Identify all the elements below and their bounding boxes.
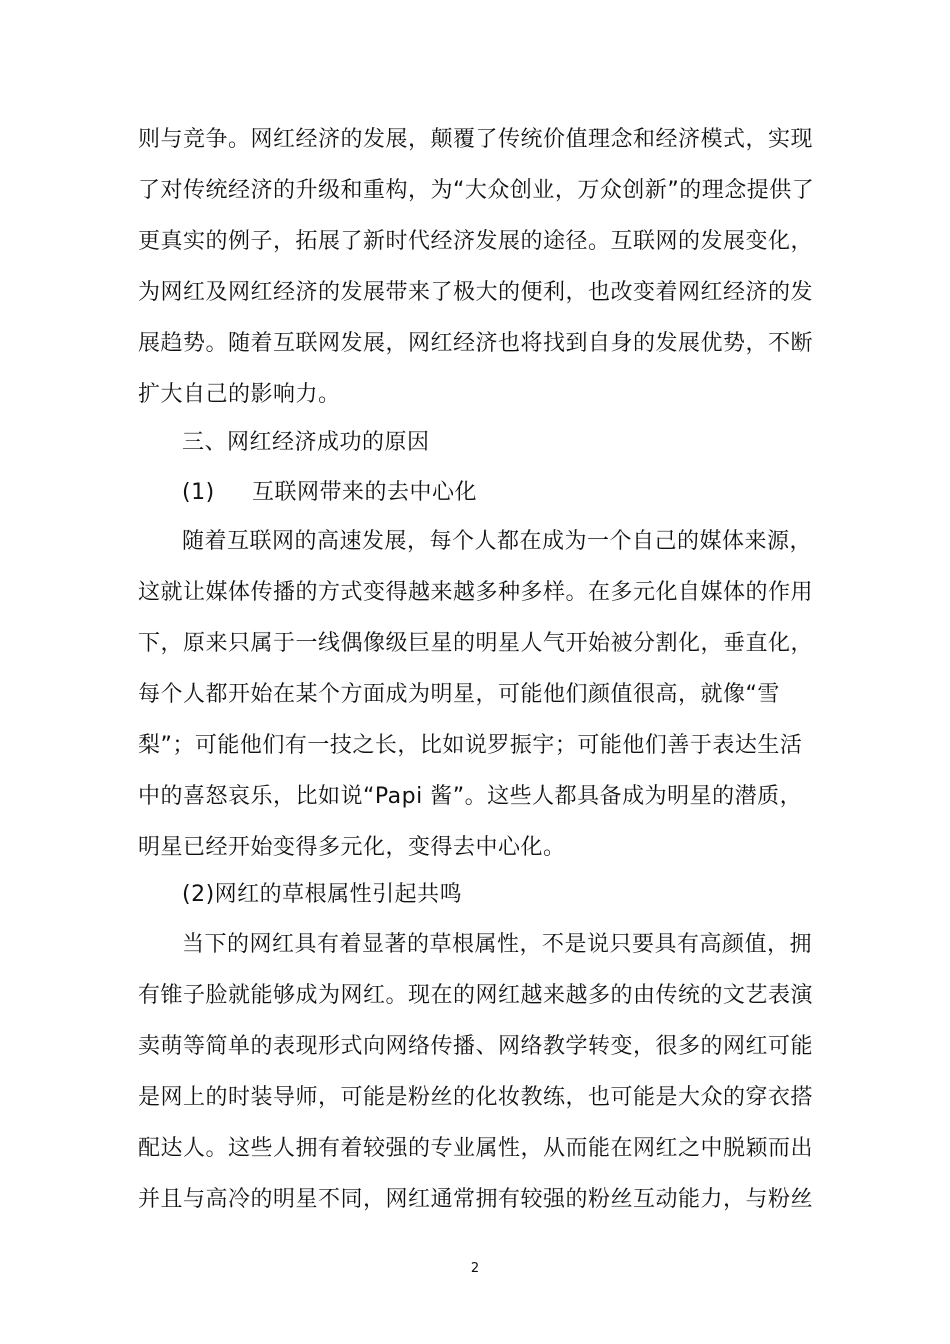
paragraph-line: 是网上的时装导师，可能是粉丝的化妆教练，也可能是大众的穿衣搭 xyxy=(138,1085,814,1110)
subheading-title: 互联网带来的去中心化 xyxy=(252,480,478,505)
paragraph-line: 明星已经开始变得多元化，变得去中心化。 xyxy=(138,835,566,860)
subheading-number: (1) xyxy=(182,480,215,505)
paragraph-line: 梨”；可能他们有一技之长，比如说罗振宇；可能他们善于表达生活 xyxy=(138,733,803,758)
paragraph-line: 有锥子脸就能够成为网红。现在的网红越来越多的由传统的文艺表演 xyxy=(138,983,814,1008)
paragraph-line: 并且与高冷的明星不同，网红通常拥有较强的粉丝互动能力，与粉丝 xyxy=(138,1187,814,1212)
paragraph-line: 卖萌等简单的表现形式向网络传播、网络教学转变，很多的网红可能 xyxy=(138,1034,814,1059)
paragraph-line: 了对传统经济的升级和重构，为“大众创业，万众创新”的理念提供了 xyxy=(138,178,815,203)
paragraph-line: 展趋势。随着互联网发展，网红经济也将找到自身的发展优势，不断 xyxy=(138,331,814,356)
page-number: 2 xyxy=(470,1261,480,1276)
section-heading: 三、网红经济成功的原因 xyxy=(182,430,430,455)
paragraph-line: 每个人都开始在某个方面成为明星，可能他们颜值很高，就像“雪 xyxy=(138,682,780,707)
paragraph-line: 扩大自己的影响力。 xyxy=(138,382,341,407)
paragraph-line: 随着互联网的高速发展，每个人都在成为一个自己的媒体来源， xyxy=(182,529,813,554)
paragraph-line: 配达人。这些人拥有着较强的专业属性，从而能在网红之中脱颖而出 xyxy=(138,1136,814,1161)
paragraph-line: 当下的网红具有着显著的草根属性，不是说只要具有高颜值，拥 xyxy=(182,932,813,957)
paragraph-line: 这就让媒体传播的方式变得越来越多种多样。在多元化自媒体的作用 xyxy=(138,580,814,605)
paragraph-line: 则与竞争。网红经济的发展，颠覆了传统价值理念和经济模式，实现 xyxy=(138,127,814,152)
paragraph-line: 更真实的例子，拓展了新时代经济发展的途径。互联网的发展变化， xyxy=(138,229,814,254)
paragraph-line: 为网红及网红经济的发展带来了极大的便利，也改变着网红经济的发 xyxy=(138,280,814,305)
paragraph-line: 中的喜怒哀乐，比如说“Papi 酱”。这些人都具备成为明星的潜质， xyxy=(138,784,803,809)
paragraph-line: 下，原来只属于一线偶像级巨星的明星人气开始被分割化，垂直化， xyxy=(138,631,814,656)
subheading-title: (2)网红的草根属性引起共鸣 xyxy=(182,882,463,907)
